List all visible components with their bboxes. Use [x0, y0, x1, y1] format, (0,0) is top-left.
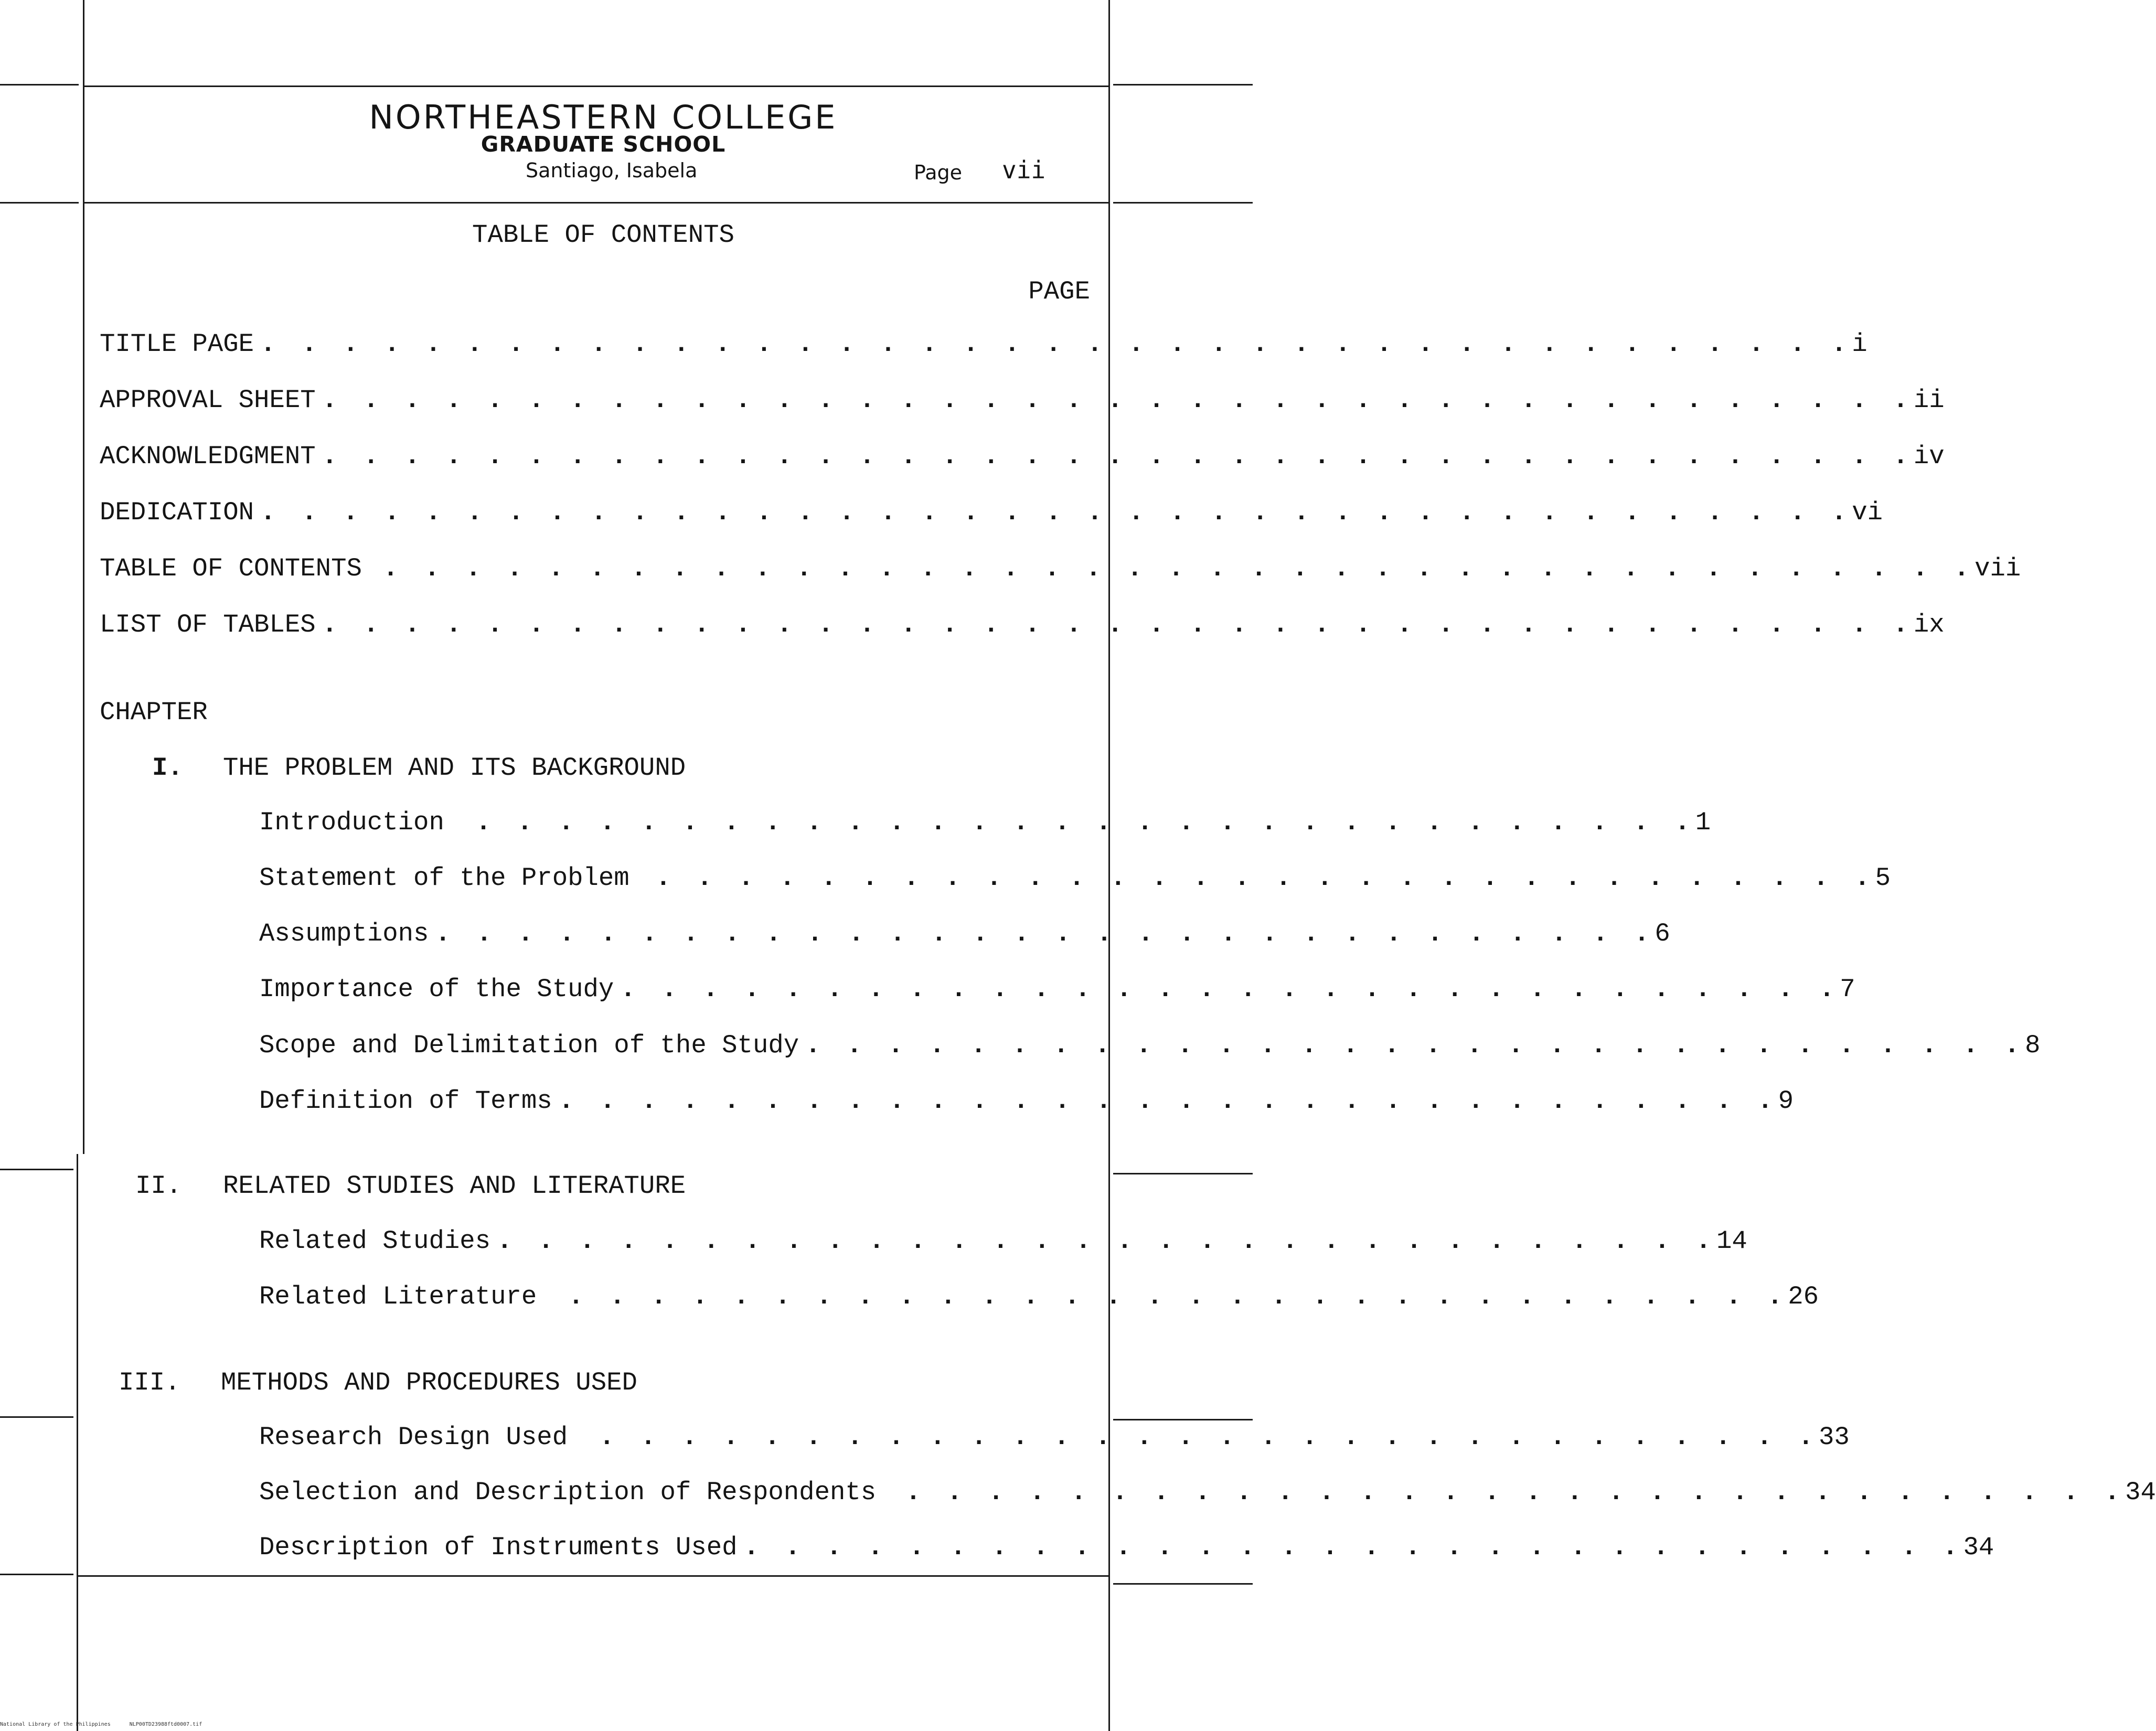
toc-entry: [259, 863, 1891, 900]
toc-entry-label: DEDICATION: [100, 498, 254, 527]
toc-entry-page: 26: [1788, 1282, 1819, 1311]
college-name: NORTHEASTERN COLLEGE: [369, 98, 838, 136]
letterhead: [84, 92, 1107, 202]
margin-mark: [0, 202, 79, 204]
toc-entry-page: 34: [2125, 1478, 2156, 1507]
margin-mark: [1113, 84, 1253, 86]
header-top-rule: [83, 86, 1110, 87]
toc-entry-label: TITLE PAGE: [100, 329, 254, 359]
chapter-numeral: II.: [135, 1171, 182, 1201]
school-location: Santiago, Isabela: [526, 159, 698, 182]
chapter-title: METHODS AND PROCEDURES USED: [221, 1368, 637, 1397]
page-column-label: PAGE: [1028, 277, 1090, 306]
dot-leader: . . . . . . . . . . . . . . . . . . . . . . . . . . . . . . . . . . . . . . .: [322, 386, 1914, 415]
toc-entry-page: vi: [1852, 498, 1883, 527]
toc-entry-page: vii: [1974, 554, 2021, 583]
toc-entry-page: 8: [2025, 1031, 2041, 1060]
toc-entry-label: Selection and Description of Respondents: [259, 1478, 877, 1507]
toc-entry-page: 9: [1778, 1086, 1794, 1116]
dot-leader: . . . . . . . . . . . . . . . . . . . . . . . . . . . . . .: [435, 919, 1655, 948]
margin-mark: [0, 1574, 73, 1575]
chapter-heading: CHAPTER: [100, 698, 208, 727]
toc-entry-label: Definition of Terms: [259, 1086, 552, 1116]
dot-leader: . . . . . . . . . . . . . . . . . . . . . . . . . . . . . .: [805, 1031, 2025, 1060]
toc-entry-page: ix: [1913, 610, 1945, 639]
dot-leader: . . . . . . . . . . . . . . . . . . . . . . . . . . . . . .: [558, 1086, 1778, 1116]
toc-entry-label: Statement of the Problem: [259, 863, 629, 893]
toc-entry-label: APPROVAL SHEET: [100, 386, 316, 415]
toc-entry-page: ii: [1913, 386, 1945, 415]
toc-entry: [259, 1086, 1794, 1123]
toc-entry-page: 1: [1695, 808, 1711, 837]
dot-leader: . . . . . . . . . . . . . . . . . . . . . . . . . . . . . .: [497, 1226, 1716, 1256]
toc-entry-label: Introduction: [259, 808, 444, 837]
page-label: Page: [914, 161, 962, 184]
margin-mark: [1113, 202, 1253, 204]
dot-leader: . . . . . . . . . . . . . . . . . . . . . . . . . . . . . .: [620, 975, 1840, 1004]
toc-entry-page: iv: [1913, 442, 1945, 471]
graduate-school: GRADUATE SCHOOL: [481, 132, 726, 157]
chapter-title: THE PROBLEM AND ITS BACKGROUND: [223, 753, 686, 783]
toc-entry-page: 14: [1716, 1226, 1747, 1256]
toc-entry: [259, 919, 1670, 956]
toc-entry: [259, 975, 1855, 1011]
toc-entry-label: Related Literature: [259, 1282, 537, 1311]
toc-entry-label: ACKNOWLEDGMENT: [100, 442, 316, 471]
toc-entry-label: Related Studies: [259, 1226, 491, 1256]
toc-entry-label: TABLE OF CONTENTS: [100, 554, 362, 583]
dot-leader: . . . . . . . . . . . . . . . . . . . . . . . . . . . . . . . . . . . . . . .: [322, 610, 1914, 639]
dot-leader: . . . . . . . . . . . . . . . . . . . . . . . . . . . . . .: [475, 808, 1695, 837]
scan-footer: [0, 1722, 202, 1727]
chapter-numeral: I.: [152, 753, 183, 783]
library-name: National Library of the Philippines: [0, 1722, 111, 1727]
toc-entry-label: LIST OF TABLES: [100, 610, 316, 639]
toc-entry: [259, 1423, 1850, 1459]
toc-entry-label: Importance of the Study: [259, 975, 614, 1004]
toc-entry-page: 34: [1963, 1533, 1994, 1562]
toc-entry: [259, 808, 1711, 845]
dot-leader: . . . . . . . . . . . . . . . . . . . . . . . . . . . . . . . . . . . . . . .: [322, 442, 1914, 471]
margin-mark: [1113, 1583, 1253, 1585]
toc-entry-page: i: [1852, 329, 1867, 359]
dot-leader: . . . . . . . . . . . . . . . . . . . . . . . . . . . . . .: [743, 1533, 1963, 1562]
chapter-title: RELATED STUDIES AND LITERATURE: [223, 1171, 686, 1201]
toc-entry: [100, 442, 1945, 478]
toc-entry-label: Description of Instruments Used: [259, 1533, 738, 1562]
toc-entry-page: 7: [1840, 975, 1855, 1004]
toc-entry: [259, 1226, 1747, 1263]
toc-entry-label: Scope and Delimitation of the Study: [259, 1031, 799, 1060]
toc-entry: [259, 1031, 2041, 1067]
header-bottom-rule: [83, 202, 1110, 204]
toc-entry: [100, 386, 1945, 422]
frame-left-border-lower: [77, 1154, 78, 1731]
margin-mark: [0, 1416, 73, 1418]
toc-entry-page: 33: [1819, 1423, 1850, 1452]
chapter-numeral: III.: [119, 1368, 180, 1397]
margin-mark: [1113, 1173, 1253, 1174]
dot-leader: . . . . . . . . . . . . . . . . . . . . . . . . . . . . . .: [568, 1282, 1788, 1311]
content-bottom-rule: [77, 1575, 1110, 1577]
dot-leader: . . . . . . . . . . . . . . . . . . . . . . . . . . . . . .: [905, 1478, 2126, 1507]
toc-entry: [100, 329, 1867, 366]
toc-entry: [100, 610, 1945, 647]
toc-entry: [259, 1533, 1994, 1569]
toc-entry-page: 6: [1655, 919, 1670, 948]
toc-entry: [259, 1478, 2156, 1514]
dot-leader: . . . . . . . . . . . . . . . . . . . . . . . . . . . . . . . . . . . . . . .: [260, 498, 1852, 527]
dot-leader: . . . . . . . . . . . . . . . . . . . . . . . . . . . . . .: [655, 863, 1875, 893]
dot-leader: . . . . . . . . . . . . . . . . . . . . . . . . . . . . . . . . . . . . . . .: [260, 329, 1852, 359]
page-number: vii: [1002, 156, 1046, 184]
file-id: NLP00TD23988ftd0007.tif: [129, 1722, 202, 1727]
toc-entry: [100, 498, 1883, 535]
margin-mark: [1113, 1419, 1253, 1420]
margin-mark: [0, 84, 79, 86]
toc-title: TABLE OF CONTENTS: [472, 220, 734, 250]
toc-entry: [100, 554, 2021, 591]
dot-leader: . . . . . . . . . . . . . . . . . . . . . . . . . . . . . . . . . . . . . . .: [382, 554, 1975, 583]
toc-entry-page: 5: [1875, 863, 1891, 893]
dot-leader: . . . . . . . . . . . . . . . . . . . . . . . . . . . . . .: [599, 1423, 1819, 1452]
toc-entry-label: Research Design Used: [259, 1423, 568, 1452]
toc-entry: [259, 1282, 1819, 1319]
toc-entry-label: Assumptions: [259, 919, 429, 948]
margin-mark: [0, 1169, 73, 1170]
